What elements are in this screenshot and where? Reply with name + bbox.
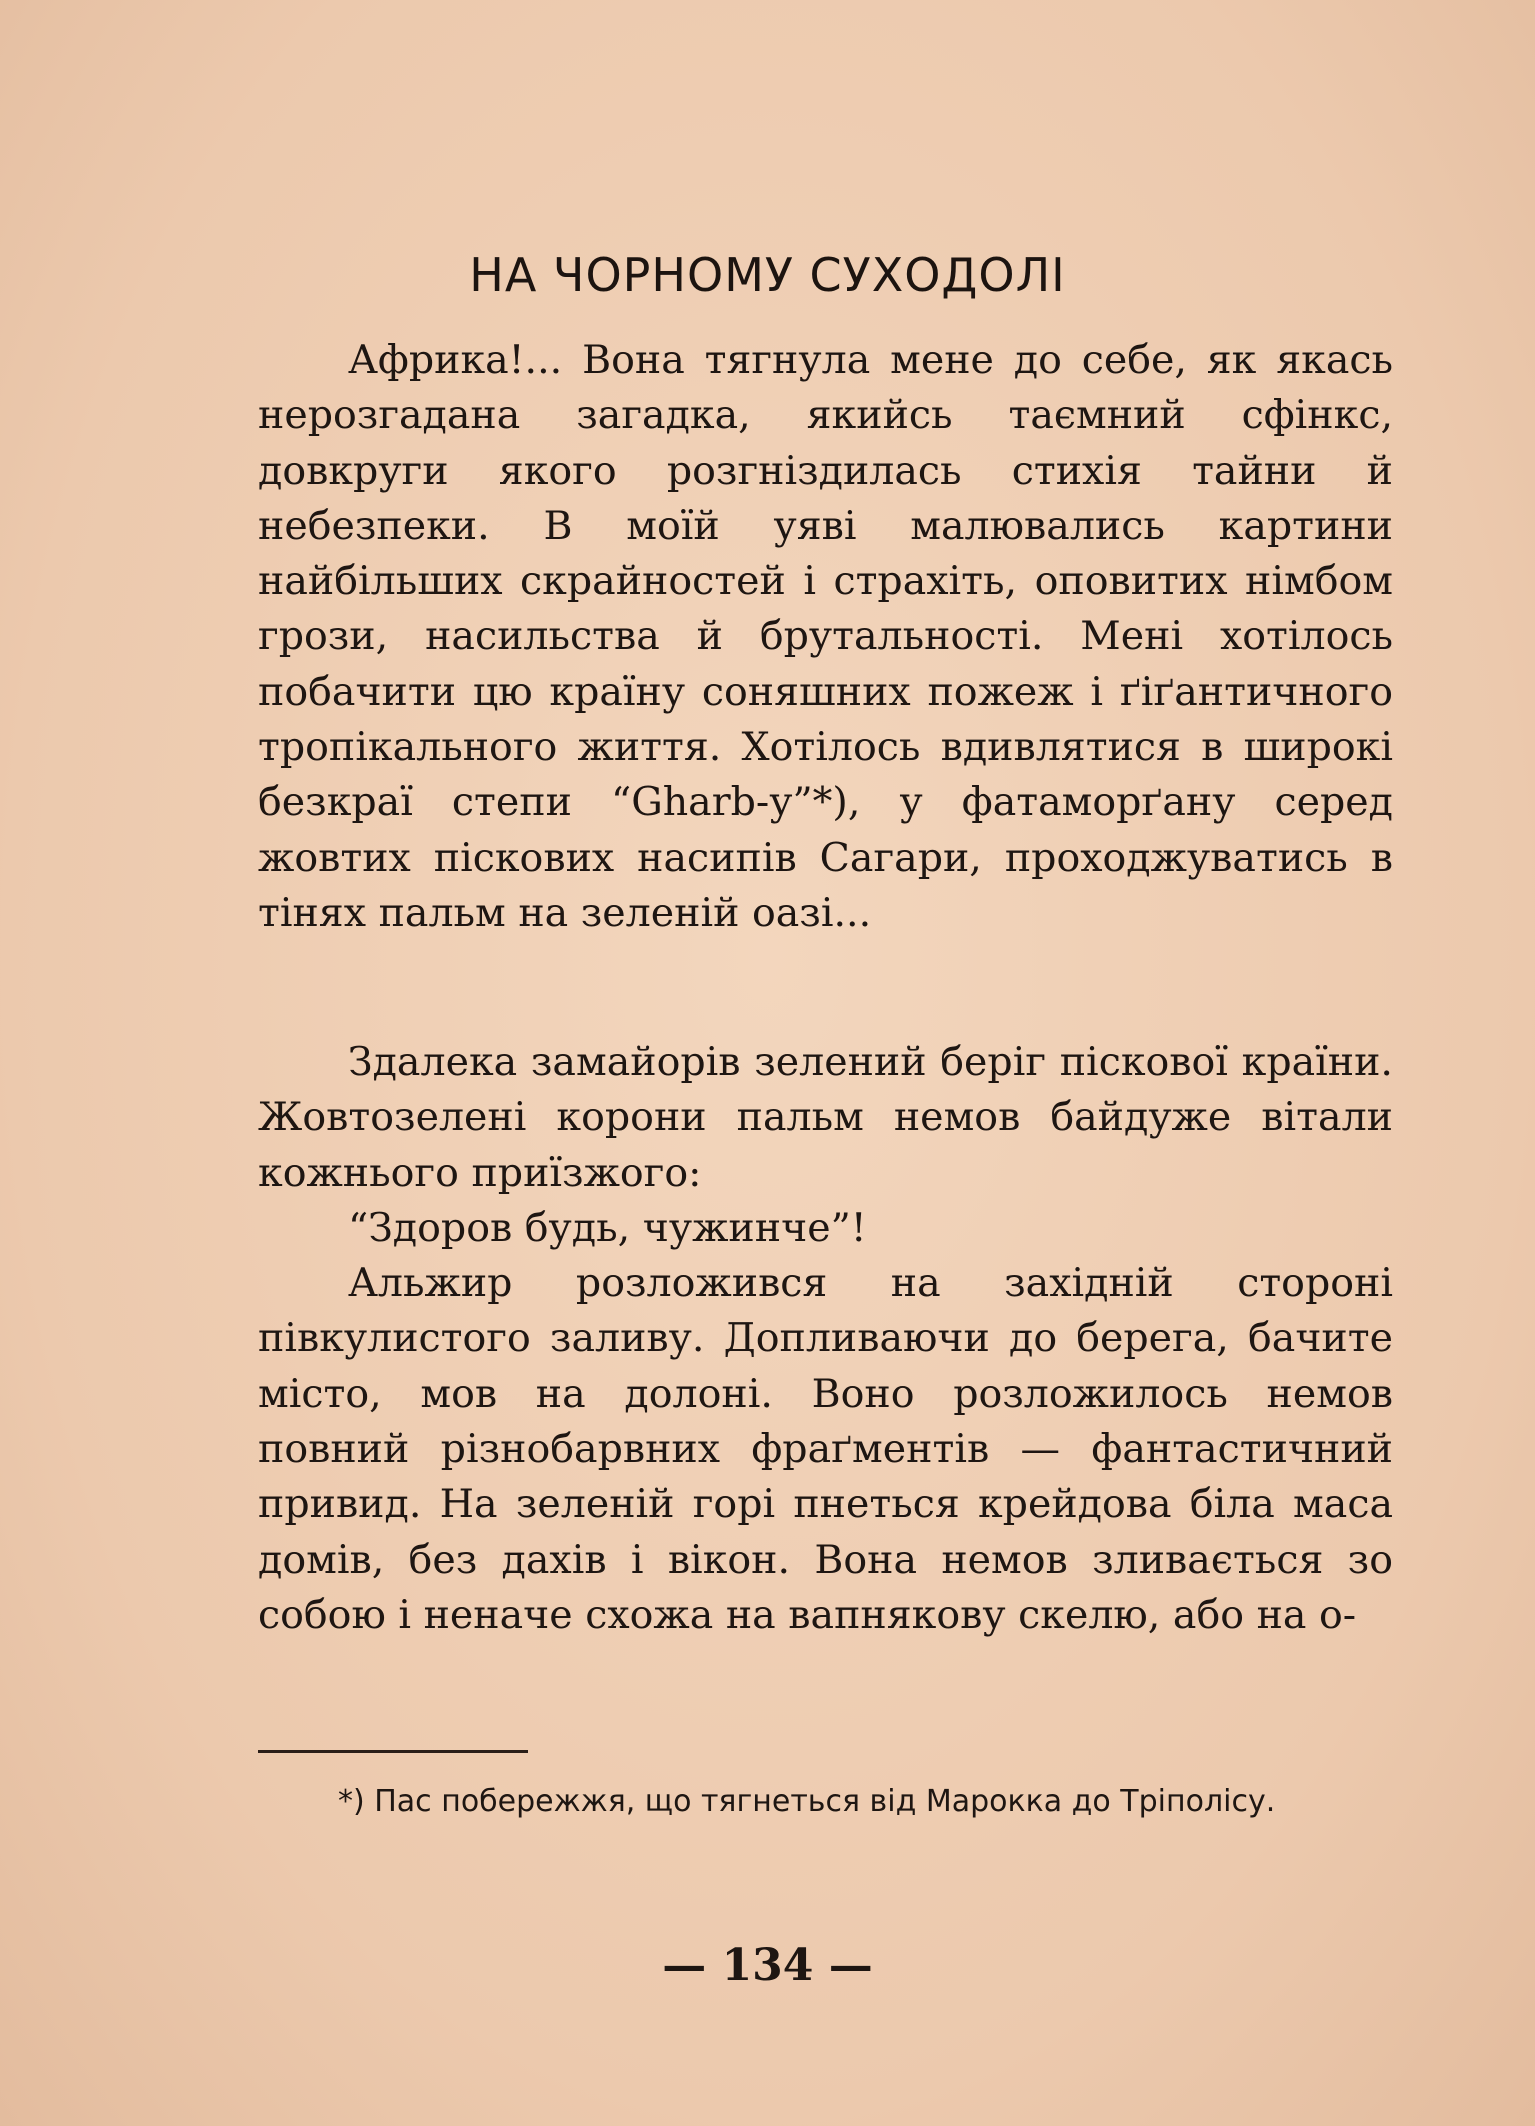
paragraph: Африка!... Вона тягнула мене до себе, як якась нерозгадана загадка, якийсь таємний сфінкс, довкруги якого розгніздилась стихія тайни й небезпеки. В моїй уяві малювались картини найбільших скрайностей і страхіть, оповитих німбом грози, насильства й брутальності. Мені хотілось побачити цю країну соняшних пожеж і ґіґантичного тропікального життя. Хотілось вдивлятися в широкі безкраї степи “Gharb-у”*), у фатаморґану серед жовтих піскових насипів Сагари, проходжуватись в тінях пальм на зеленій оазі... — [258, 337, 1393, 936]
paragraph: Здалека замайорів зелений беріг піскової країни. Жовтозелені корони пальм немов байдуже вітали кожнього приїзжого: — [258, 1039, 1393, 1196]
body-text-block-2 — [258, 1035, 1393, 1643]
paragraph: “Здоров будь, чужинче”! — [348, 1204, 867, 1251]
footnote-divider — [258, 1750, 528, 1753]
footnote-text: *) Пас побережжя, що тягнеться від Марокка до Тріполісу. — [338, 1784, 1276, 1819]
footnote — [258, 1772, 1393, 1832]
page-number: — 134 — — [662, 1940, 873, 1991]
paragraph: Альжир розложився на західній стороні півкулистого заливу. Допливаючи до берега, бачите місто, мов на долоні. Воно розложилось немов повний різнобарвних фраґментів — фантастичний привид. На зеленій горі пнеться крейдова біла маса домів, без дахів і вікон. Вона немов зливається зо собою і неначе схожа на вапнякову скелю, або на о- — [258, 1260, 1393, 1638]
chapter-title: НА ЧОРНОМУ СУХОДОЛІ — [469, 248, 1066, 302]
body-text-block-1 — [258, 333, 1393, 941]
